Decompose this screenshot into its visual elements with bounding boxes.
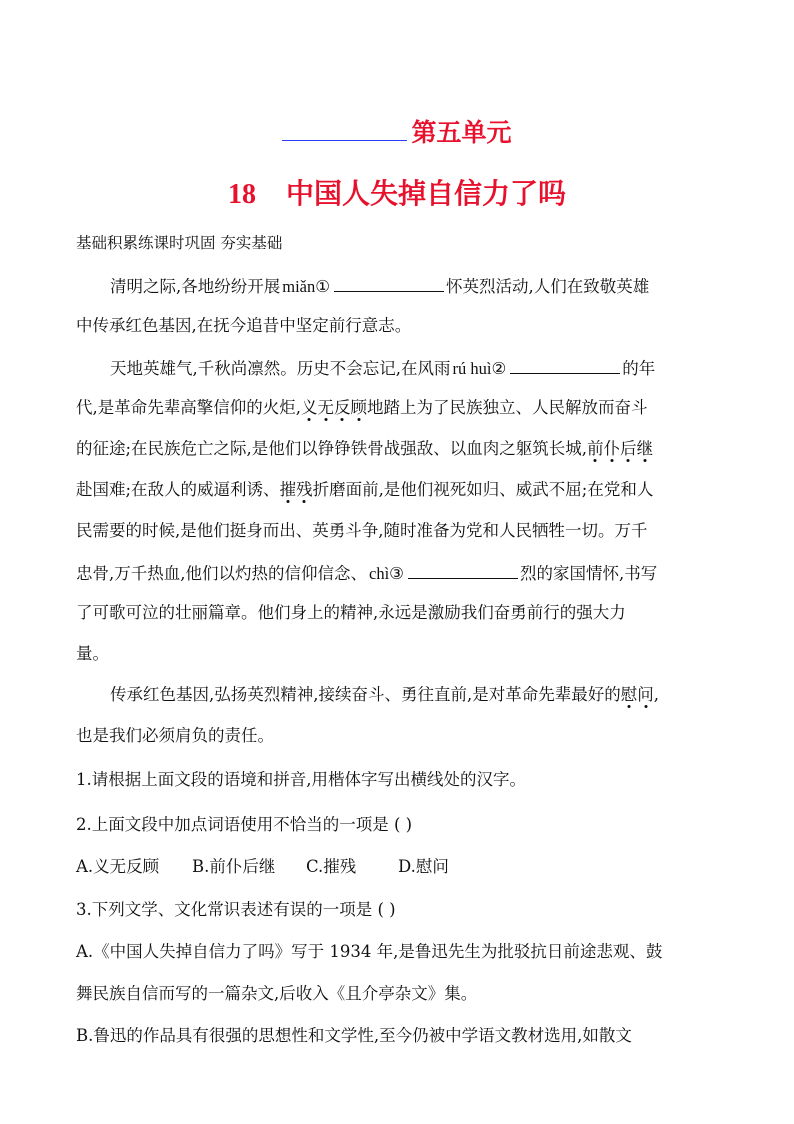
text-run: 的征途;在民族危亡之际,是他们以铮铮铁骨战强敌、以血肉之躯筑长城,	[76, 439, 588, 458]
paragraph-2-line-8: 量。	[76, 644, 109, 663]
pinyin-hint: rú huì②	[452, 359, 507, 378]
text-run: 折磨面前,是他们视死如归、威武不屈;在党和人	[312, 480, 654, 499]
question-1: 1.请根据上面文段的语境和拼音,用楷体字写出横线处的汉字。	[76, 770, 526, 789]
blank-3[interactable]	[408, 562, 518, 579]
paragraph-3-line-1	[110, 685, 659, 705]
option-c[interactable]: C.摧残	[306, 857, 357, 876]
lesson-title-text: 中国人失掉自信力了吗	[285, 177, 566, 210]
text-run: 清明之际,各地纷纷开展	[110, 277, 281, 296]
text-run: 的年	[622, 359, 656, 378]
blank-2[interactable]	[510, 357, 620, 374]
paragraph-2-line-5: 民需要的时候,是他们挺身而出、英勇斗争,随时准备为党和人民牺牲一切。万千	[76, 521, 648, 540]
section-heading: 基础积累练课时巩固 夯实基础	[76, 234, 283, 252]
text-run: 忠骨,万千热血,他们以灼热的信仰信念、	[76, 564, 367, 583]
dotted-word-2: 前仆后继	[587, 439, 654, 458]
dotted-word-3: 摧残	[279, 480, 313, 499]
paragraph-2-line-2	[76, 398, 648, 418]
option-d[interactable]: D.慰问	[398, 857, 449, 876]
lesson-title	[0, 172, 794, 212]
dotted-word-4: 慰问	[620, 685, 654, 704]
unit-blank-line	[282, 118, 407, 141]
question-2: 2.上面文段中加点词语使用不恰当的一项是 ( )	[76, 815, 413, 834]
text-run: 烈的家国情怀,书写	[519, 564, 658, 583]
blank-1[interactable]	[334, 275, 444, 292]
question-3: 3.下列文学、文化常识表述有误的一项是 ( )	[76, 900, 396, 919]
pinyin-hint: chì③	[369, 564, 404, 583]
unit-label: 第五单元	[411, 118, 512, 147]
unit-heading	[0, 113, 794, 149]
question-3-option-b-line-1: B.鲁迅的作品具有很强的思想性和文学性,至今仍被中学语文教材选用,如散文	[76, 1026, 632, 1045]
paragraph-1-line-1	[110, 275, 649, 297]
option-a[interactable]: A.义无反顾	[76, 857, 160, 876]
question-3-option-a-line-1: A.《中国人失掉自信力了吗》写于 1934 年,是鲁迅先生为批驳抗日前途悲观、鼓	[76, 942, 663, 961]
pinyin-hint: miǎn①	[282, 277, 331, 296]
text-run: 赴国难;在敌人的威逼利诱、	[76, 480, 280, 499]
text-run: ,	[653, 685, 659, 704]
lesson-number: 18	[227, 179, 256, 210]
text-run: 地踏上为了民族独立、人民解放而奋斗	[367, 398, 648, 417]
text-run: 天地英雄气,千秋尚凛然。历史不会忘记,在风雨	[110, 359, 451, 378]
paragraph-2-line-4	[76, 480, 653, 500]
paragraph-1-line-2: 中传承红色基因,在抚今追昔中坚定前行意志。	[76, 316, 412, 335]
text-run: 怀英烈活动,人们在致敬英雄	[446, 277, 650, 296]
text-run: 代,是革命先辈高擎信仰的火炬,	[76, 398, 301, 417]
dotted-word-1: 义无反顾	[301, 398, 367, 417]
text-run: 传承红色基因,弘扬英烈精神,接续奋斗、勇往直前,是对革命先辈最好的	[110, 685, 621, 704]
paragraph-2-line-7: 了可歌可泣的壮丽篇章。他们身上的精神,永远是激励我们奋勇前行的强大力	[76, 603, 626, 622]
paragraph-2-line-6	[76, 562, 657, 584]
paragraph-3-line-2: 也是我们必须肩负的责任。	[76, 726, 274, 745]
paragraph-2-line-3	[76, 439, 653, 459]
question-3-option-a-line-2: 舞民族自信而写的一篇杂文,后收入《且介亭杂文》集。	[76, 984, 478, 1003]
question-2-options	[76, 857, 449, 877]
paragraph-2-line-1	[110, 357, 655, 379]
option-b[interactable]: B.前仆后继	[192, 857, 276, 876]
